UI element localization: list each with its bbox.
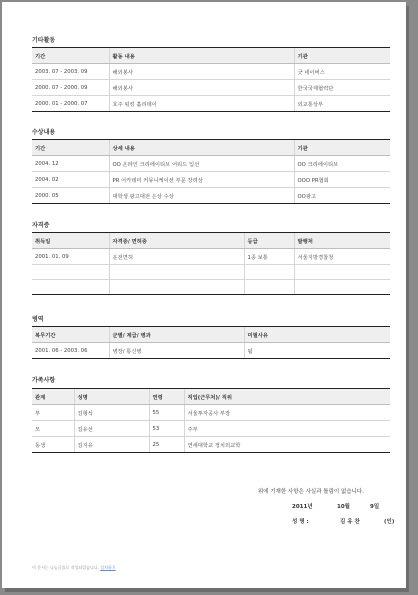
- family-title: 가족사항: [32, 377, 56, 384]
- cell-organization: 굿 네이버스: [294, 64, 390, 80]
- table-header-row: [32, 140, 390, 156]
- font-notice-text: 이 문서는 나눔글꼴로 작성되었습니다.: [32, 565, 99, 570]
- header-detail: 상세 내용: [109, 140, 294, 156]
- cell-detail: 대학생 광고대전 은상 수상: [109, 188, 294, 204]
- cell-certificate: 운전면허: [109, 249, 244, 265]
- table-row: [32, 188, 390, 204]
- table-row: [32, 405, 390, 421]
- font-notice: [32, 565, 116, 571]
- table-row: [32, 343, 390, 359]
- header-name: 성명: [74, 389, 149, 405]
- header-grade: 등급: [244, 233, 294, 249]
- table-row: [32, 80, 390, 96]
- cell-name: 김지유: [74, 437, 149, 453]
- cell-service-period: 2001. 06 - 2003. 06: [32, 343, 109, 359]
- header-occupation: 직업(근무처)/ 직위: [184, 389, 390, 405]
- cell-detail: PR 어카데미 커뮤니케이션 부문 장려상: [109, 172, 294, 188]
- awards-title: 수상내용: [32, 129, 56, 136]
- install-font-link[interactable]: 설치하기: [100, 565, 116, 570]
- header-certificate: 자격증/ 면허증: [109, 233, 244, 249]
- cell-organization: OO 크리에이티브: [294, 156, 390, 172]
- cell-age: 25: [149, 437, 184, 453]
- header-relation: 관계: [32, 389, 74, 405]
- table-header-row: [32, 48, 390, 64]
- cell-period: 2000. 05: [32, 188, 109, 204]
- cell-certificate: [109, 265, 244, 280]
- table-row: [32, 437, 390, 453]
- header-service-period: 복무기간: [32, 327, 109, 343]
- cell-period: 2004. 02: [32, 172, 109, 188]
- header-rank: 군별/ 계급/ 병과: [109, 327, 244, 343]
- header-exemption-reason: 미필사유: [244, 327, 390, 343]
- header-period: 기간: [32, 140, 109, 156]
- cell-acquired-date: [32, 265, 109, 280]
- cell-organization: 외교통상부: [294, 96, 390, 112]
- cell-relation: 모: [32, 421, 74, 437]
- table-row: [32, 421, 390, 437]
- cell-period: 2003. 07 - 2003. 09: [32, 64, 109, 80]
- cell-issuer: [294, 265, 390, 280]
- header-content: 활동 내용: [109, 48, 294, 64]
- table-header-row: [32, 389, 390, 405]
- cell-age: 55: [149, 405, 184, 421]
- table-row: [32, 156, 390, 172]
- cell-relation: 부: [32, 405, 74, 421]
- cell-organization: OOO PR협회: [294, 172, 390, 188]
- table-row: [32, 280, 390, 295]
- cell-name: 김형석: [74, 405, 149, 421]
- cell-period: 2004. 12: [32, 156, 109, 172]
- table-row: [32, 265, 390, 280]
- header-organization: 기관: [294, 140, 390, 156]
- cell-grade: [244, 265, 294, 280]
- cell-occupation: 서울투자공사 부장: [184, 405, 390, 421]
- cell-acquired-date: 2001. 01. 09: [32, 249, 109, 265]
- date-day: 9일: [370, 504, 380, 510]
- table-row: [32, 64, 390, 80]
- header-period: 기간: [32, 48, 109, 64]
- table-header-row: [32, 327, 390, 343]
- cell-organization: 한국국제협력단: [294, 80, 390, 96]
- date-year: 2011년: [292, 504, 313, 510]
- cell-occupation: 연세대학교 정치외교학: [184, 437, 390, 453]
- awards-table: [32, 139, 390, 204]
- header-acquired-date: 취득일: [32, 233, 109, 249]
- cell-age: 53: [149, 421, 184, 437]
- activities-title: 기타활동: [32, 37, 56, 44]
- activities-table: [32, 47, 390, 112]
- military-title: 병역: [32, 316, 44, 323]
- cell-grade: 1종 보통: [244, 249, 294, 265]
- certificates-table: [32, 232, 390, 295]
- date-month: 10월: [337, 504, 350, 510]
- declaration-statement: 위에 기재한 사항은 사실과 틀림이 없습니다.: [257, 489, 364, 495]
- cell-acquired-date: [32, 280, 109, 295]
- cell-content: 해외봉사: [109, 80, 294, 96]
- seal-mark: (인): [384, 519, 395, 525]
- cell-detail: OO 온라인 크리에이티브 어워드 입선: [109, 156, 294, 172]
- table-row: [32, 172, 390, 188]
- cell-exemption-reason: 됨: [244, 343, 390, 359]
- cell-organization: OO광고: [294, 188, 390, 204]
- cell-content: 호주 워킹 홀리데이: [109, 96, 294, 112]
- cell-period: 2000. 01 - 2000. 07: [32, 96, 109, 112]
- military-table: [32, 326, 390, 359]
- cell-name: 김유선: [74, 421, 149, 437]
- signature-name: 김 유 찬: [340, 519, 360, 525]
- header-issuer: 발행처: [294, 233, 390, 249]
- table-header-row: [32, 233, 390, 249]
- table-row: [32, 96, 390, 112]
- cell-period: 2000. 07 - 2000. 09: [32, 80, 109, 96]
- cell-relation: 동생: [32, 437, 74, 453]
- cell-grade: [244, 280, 294, 295]
- certificates-title: 자격증: [32, 222, 50, 229]
- cell-issuer: [294, 280, 390, 295]
- cell-rank: 병장/ 통신병: [109, 343, 244, 359]
- signature-label: 성 명 :: [292, 519, 309, 525]
- cell-content: 해외봉사: [109, 64, 294, 80]
- header-age: 연령: [149, 389, 184, 405]
- cell-certificate: [109, 280, 244, 295]
- resume-page: [2, 2, 406, 588]
- family-table: [32, 388, 390, 453]
- cell-occupation: 주부: [184, 421, 390, 437]
- cell-issuer: 서울지방경찰청: [294, 249, 390, 265]
- table-row: [32, 249, 390, 265]
- header-organization: 기관: [294, 48, 390, 64]
